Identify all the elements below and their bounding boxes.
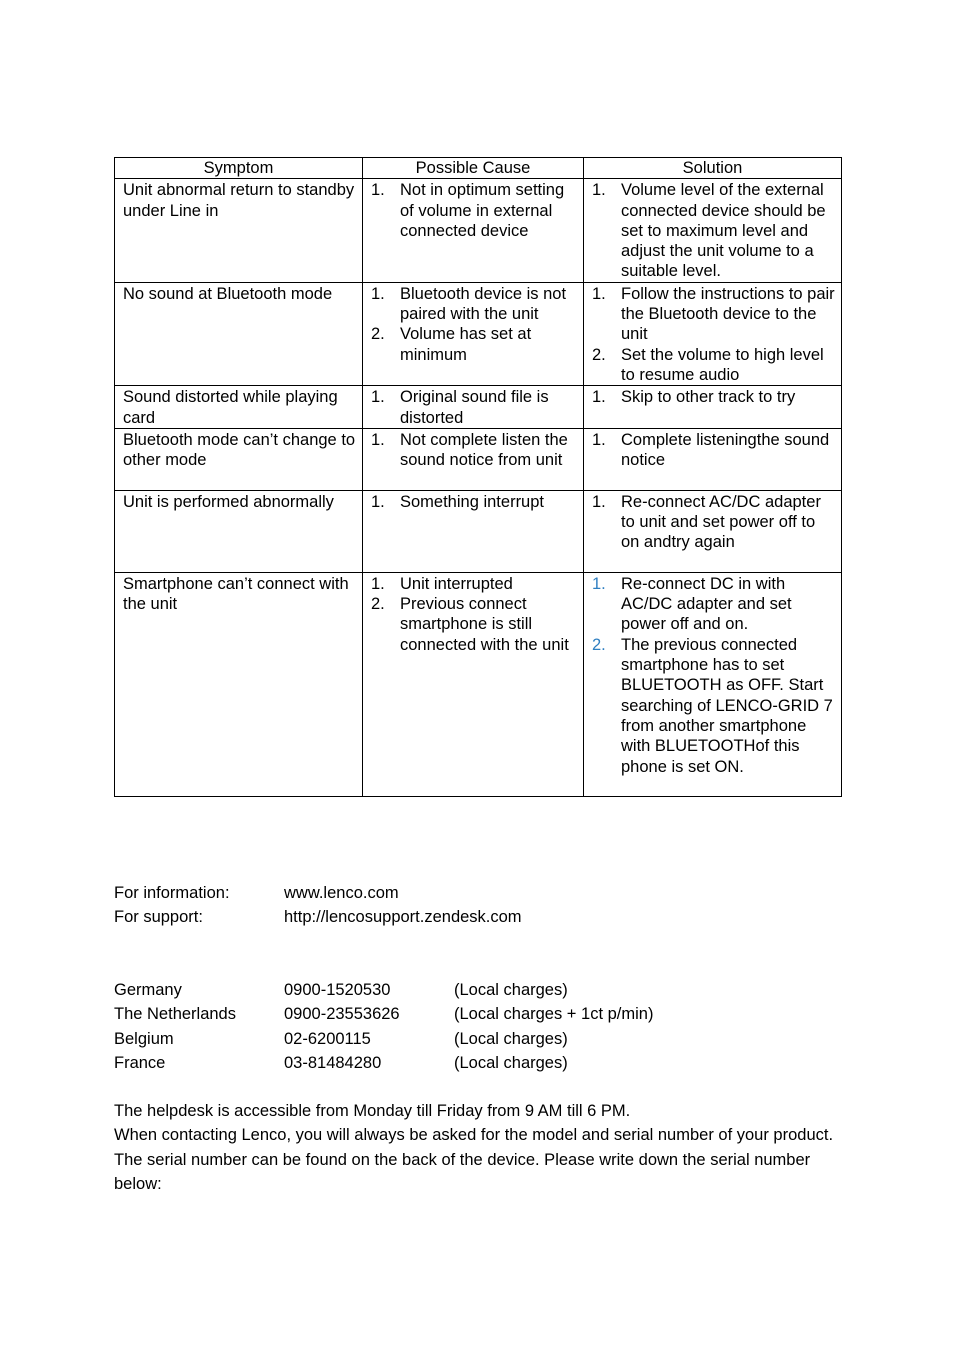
table-row [115, 282, 842, 385]
list-item [592, 430, 835, 471]
info-label: For support: [114, 908, 203, 927]
list-number: 1. [592, 574, 606, 593]
list-number: 1. [592, 492, 606, 511]
cause-cell [363, 428, 584, 490]
list-item [592, 180, 835, 281]
list-number: 2. [371, 595, 385, 614]
helpdesk-info [114, 1099, 834, 1197]
list-item [371, 594, 577, 655]
table-row [115, 386, 842, 429]
solution-text: Re-connect AC/DC adapter to unit and set power off to on andtry again [621, 492, 821, 552]
troubleshooting-table [114, 157, 842, 797]
solution-cell [584, 386, 842, 429]
list-item [371, 492, 577, 512]
solution-text: Follow the instructions to pair the Bluetooth device to the unit [621, 284, 835, 344]
table-row [115, 572, 842, 796]
solution-text: Set the volume to high level to resume audio [621, 345, 824, 384]
cause-text: Previous connect smartphone is still connected with the unit [400, 595, 569, 654]
contact-charges: (Local charges) [454, 1054, 568, 1073]
list-number: 1. [371, 574, 385, 593]
contact-row [114, 978, 653, 1002]
symptom-cell: No sound at Bluetooth mode [115, 282, 363, 385]
cause-cell [363, 282, 584, 385]
cause-text: Not in optimum setting of volume in external connected device [400, 181, 565, 240]
list-number: 1. [592, 284, 606, 303]
list-item [371, 574, 577, 594]
list-item [371, 430, 577, 471]
contact-charges: (Local charges) [454, 1029, 568, 1048]
list-number: 2. [592, 635, 606, 654]
list-item [592, 284, 835, 345]
symptom-cell: Unit is performed abnormally [115, 490, 363, 572]
symptom-cell: Bluetooth mode can’t change to other mode [115, 428, 363, 490]
contact-row [114, 1027, 653, 1051]
solution-cell [584, 179, 842, 282]
contact-phone: 0900-1520530 [284, 981, 391, 999]
solution-text: Volume level of the external connected device should be set to maximum level and adjust the unit volume to a suitable level. [621, 181, 826, 281]
helpdesk-hours: The helpdesk is accessible from Monday till Friday from 9 AM till 6 PM. [114, 1102, 631, 1120]
contact-country: The Netherlands [114, 1005, 236, 1024]
cause-text: Original sound file is distorted [400, 388, 549, 427]
info-row [114, 905, 522, 929]
list-number: 1. [371, 388, 385, 407]
symptom-cell: Smartphone can’t connect with the unit [115, 572, 363, 796]
cause-cell [363, 179, 584, 282]
list-number: 1. [592, 430, 606, 449]
table-row [115, 490, 842, 572]
list-item [592, 635, 835, 777]
solution-cell [584, 428, 842, 490]
symptom-cell: Sound distorted while playing card [115, 386, 363, 429]
table-row [115, 179, 842, 282]
support-link[interactable]: http://lencosupport.zendesk.com [284, 908, 522, 927]
cause-cell [363, 490, 584, 572]
list-item [371, 180, 577, 241]
list-number: 2. [371, 325, 385, 344]
contact-country: Belgium [114, 1029, 174, 1048]
contact-row [114, 1002, 653, 1026]
info-links [114, 881, 522, 930]
cause-text: Not complete listen the sound notice from unit [400, 430, 568, 470]
list-number: 1. [592, 388, 606, 407]
cause-text: Unit interrupted [400, 574, 513, 593]
list-item [371, 387, 577, 428]
list-item [371, 324, 577, 365]
header-symptom: Symptom [115, 158, 363, 179]
contact-row [114, 1051, 653, 1075]
solution-text: Re-connect DC in with AC/DC adapter and set power off and on. [621, 574, 792, 634]
contact-phone: 03-81484280 [284, 1054, 382, 1073]
contact-charges: (Local charges) [454, 981, 568, 999]
solution-cell [584, 282, 842, 385]
cause-text: Volume has set at minimum [400, 325, 532, 364]
cause-text: Bluetooth device is not paired with the unit [400, 284, 567, 324]
list-item [371, 284, 577, 325]
list-item [592, 574, 835, 635]
info-label: For information: [114, 884, 230, 902]
list-item [592, 492, 835, 553]
list-number: 1. [371, 492, 385, 511]
table-header-row [115, 158, 842, 179]
cause-cell [363, 386, 584, 429]
contact-list [114, 978, 653, 1076]
contact-country: Germany [114, 981, 182, 999]
solution-cell [584, 572, 842, 796]
symptom-cell: Unit abnormal return to standby under Line in [115, 179, 363, 282]
list-item [592, 387, 835, 407]
solution-cell [584, 490, 842, 572]
header-solution: Solution [584, 158, 842, 179]
list-number: 1. [371, 181, 385, 200]
solution-text: The previous connected smartphone has to set BLUETOOTH as OFF. Start searching of LENCO-GRID 7 from another smartphone with BLUETOOTHof this phone is set ON. [621, 635, 833, 776]
serial-number-note: When contacting Lenco, you will always be asked for the model and serial number of your product. The serial number can be found on the back of the device. Please write down the serial number below: [114, 1126, 834, 1194]
solution-text: Complete listeningthe sound notice [621, 430, 830, 470]
website-link[interactable]: www.lenco.com [284, 884, 399, 902]
contact-charges: (Local charges + 1ct p/min) [454, 1005, 654, 1024]
table-row [115, 428, 842, 490]
info-row [114, 881, 522, 905]
cause-cell [363, 572, 584, 796]
solution-text: Skip to other track to try [621, 388, 796, 407]
cause-text: Something interrupt [400, 492, 544, 511]
contact-phone: 0900-23553626 [284, 1005, 400, 1024]
list-item [592, 345, 835, 386]
list-number: 2. [592, 345, 606, 364]
list-number: 1. [371, 430, 385, 449]
header-possible-cause: Possible Cause [363, 158, 584, 179]
contact-phone: 02-6200115 [284, 1029, 371, 1048]
list-number: 1. [371, 284, 385, 303]
list-number: 1. [592, 181, 606, 200]
contact-country: France [114, 1054, 166, 1073]
